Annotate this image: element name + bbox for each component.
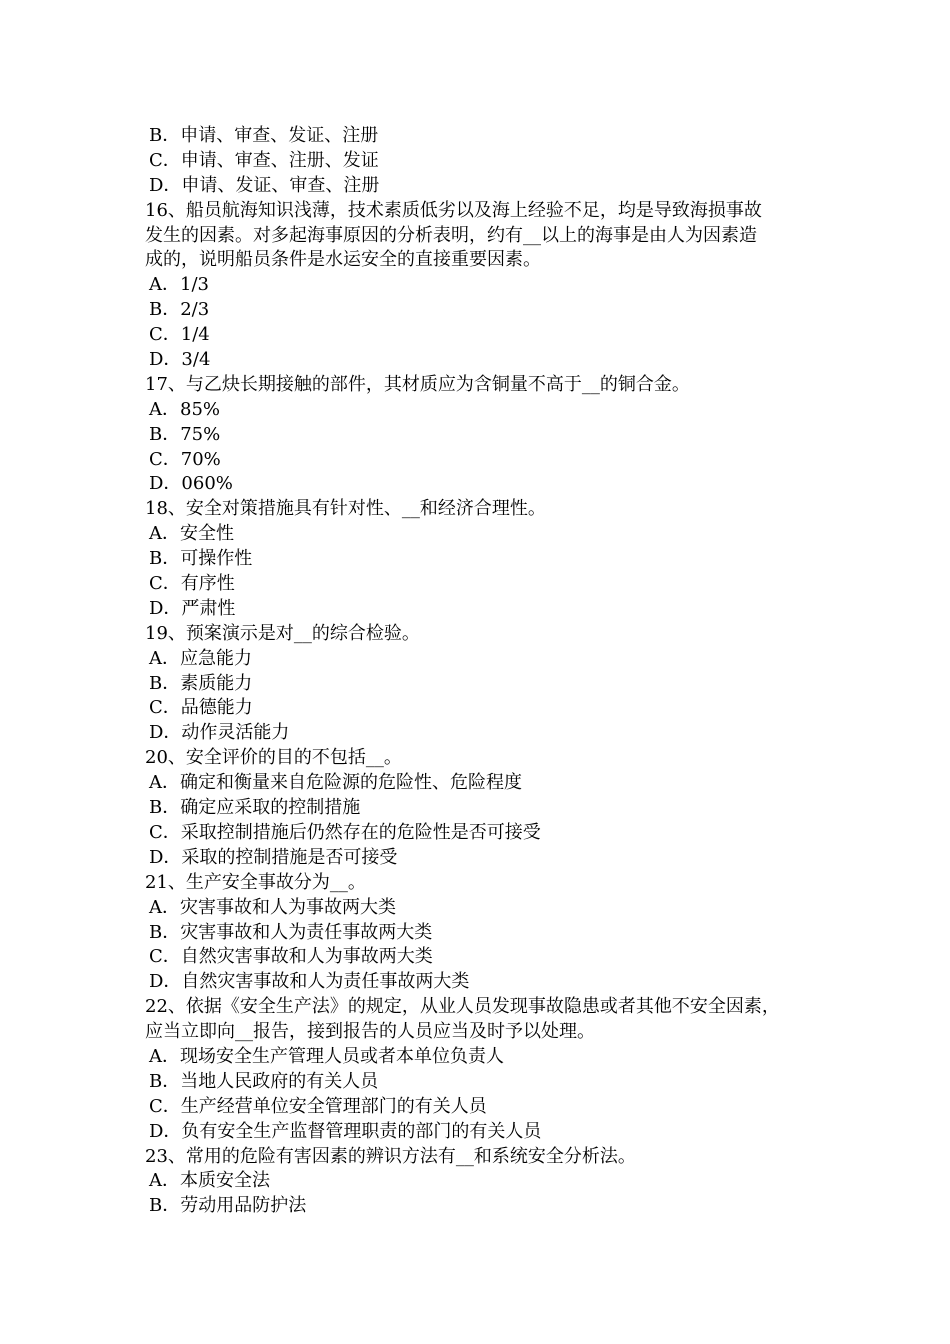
question-text-line: 16、船员航海知识浅薄，技术素质低劣以及海上经验不足，均是导致海损事故 bbox=[145, 199, 762, 221]
answer-option-line: B．当地人民政府的有关人员 bbox=[149, 1070, 379, 1092]
answer-option-line: B．劳动用品防护法 bbox=[149, 1195, 307, 1217]
answer-option-line: B．申请、审查、发证、注册 bbox=[149, 125, 379, 146]
question-text-line: 21、生产安全事故分为__。 bbox=[145, 871, 366, 893]
answer-option-line: A．本质安全法 bbox=[149, 1170, 270, 1192]
answer-option-line: D．3/4 bbox=[149, 349, 211, 371]
answer-option-line: D．申请、发证、审查、注册 bbox=[149, 174, 380, 196]
answer-option-line: A．灾害事故和人为事故两大类 bbox=[149, 896, 396, 918]
answer-option-line: D．060% bbox=[149, 473, 233, 495]
answer-option-line: A．1/3 bbox=[149, 274, 209, 296]
question-text-line: 19、预案演示是对__的综合检验。 bbox=[145, 622, 420, 644]
answer-option-line: C．申请、审查、注册、发证 bbox=[149, 149, 379, 171]
answer-option-line: C．品德能力 bbox=[149, 697, 253, 719]
question-text-line: 18、安全对策措施具有针对性、__和经济合理性。 bbox=[145, 498, 546, 520]
answer-option-line: D．负有安全生产监督管理职责的部门的有关人员 bbox=[149, 1120, 542, 1142]
question-text-line: 17、与乙炔长期接触的部件，其材质应为含铜量不高于__的铜合金。 bbox=[145, 373, 690, 395]
answer-option-line: A．现场安全生产管理人员或者本单位负责人 bbox=[149, 1045, 504, 1067]
answer-option-line: B．确定应采取的控制措施 bbox=[149, 797, 361, 819]
answer-option-line: B．75% bbox=[149, 423, 221, 445]
question-text-line: 应当立即向__报告，接到报告的人员应当及时予以处理。 bbox=[145, 1021, 595, 1043]
answer-option-line: B．2/3 bbox=[149, 299, 210, 321]
answer-option-line: C．1/4 bbox=[149, 324, 210, 346]
answer-option-line: A．应急能力 bbox=[149, 647, 252, 669]
answer-option-line: C．采取控制措施后仍然存在的危险性是否可接受 bbox=[149, 821, 541, 843]
question-text-line: 发生的因素。对多起海事原因的分析表明，约有__以上的海事是由人为因素造 bbox=[145, 224, 757, 246]
answer-option-line: C．生产经营单位安全管理部门的有关人员 bbox=[149, 1095, 487, 1117]
answer-option-line: A．确定和衡量来自危险源的危险性、危险程度 bbox=[149, 772, 522, 794]
exam-questions-body bbox=[145, 124, 835, 1219]
answer-option-line: C．70% bbox=[149, 448, 221, 470]
answer-option-line: B．灾害事故和人为责任事故两大类 bbox=[149, 921, 433, 943]
answer-option-line: C．有序性 bbox=[149, 573, 235, 595]
answer-option-line: D．采取的控制措施是否可接受 bbox=[149, 846, 398, 868]
answer-option-line: C．自然灾害事故和人为事故两大类 bbox=[149, 946, 433, 968]
answer-option-line: B．素质能力 bbox=[149, 672, 253, 694]
answer-option-line: D．动作灵活能力 bbox=[149, 722, 290, 744]
question-text-line: 23、常用的危险有害因素的辨识方法有__和系统安全分析法。 bbox=[145, 1145, 636, 1167]
answer-option-line: A．85% bbox=[149, 398, 221, 420]
question-text-line: 22、依据《安全生产法》的规定，从业人员发现事故隐患或者其他不安全因素， bbox=[145, 996, 780, 1018]
answer-option-line: D．自然灾害事故和人为责任事故两大类 bbox=[149, 971, 470, 993]
answer-option-line: D．严肃性 bbox=[149, 597, 236, 619]
question-text-line: 20、安全评价的目的不包括__。 bbox=[145, 747, 402, 769]
answer-option-line: A．安全性 bbox=[149, 523, 234, 545]
question-text-line: 成的，说明船员条件是水运安全的直接重要因素。 bbox=[145, 249, 541, 271]
answer-option-line: B．可操作性 bbox=[149, 548, 253, 570]
